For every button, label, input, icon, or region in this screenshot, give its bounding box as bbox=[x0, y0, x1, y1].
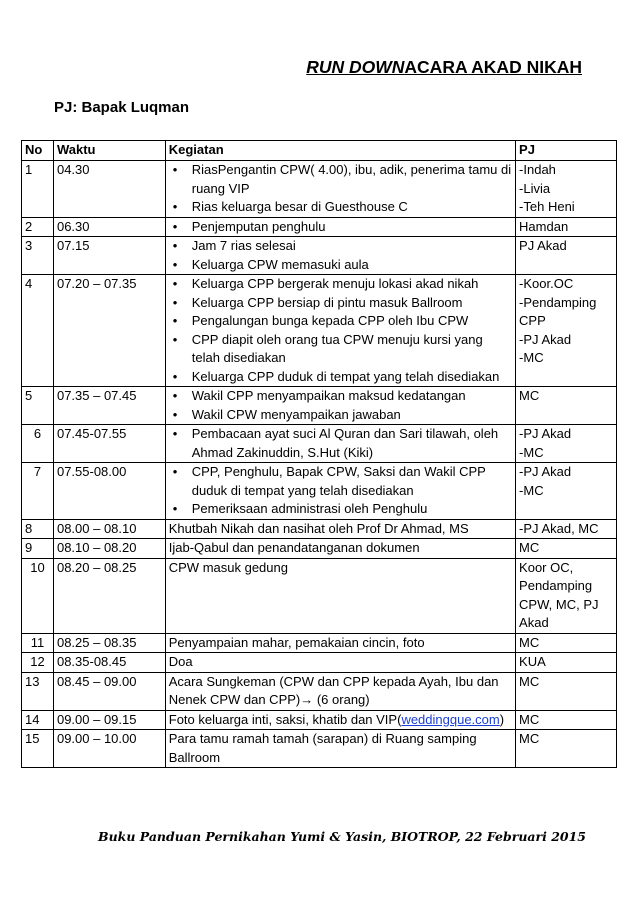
row-pj bbox=[516, 558, 617, 633]
row-number: 6 bbox=[22, 425, 54, 463]
pj-entry: MC bbox=[519, 634, 540, 650]
table-body bbox=[22, 161, 617, 768]
row-kegiatan bbox=[165, 161, 515, 218]
kegiatan-text: Penyampaian mahar, pemakaian cincin, foto bbox=[168, 634, 425, 650]
pj-entry: MC bbox=[519, 673, 540, 689]
footer-text: Buku Panduan Pernikahan Yumi & Yasin, BIOTROP, 22 Februari 2015 bbox=[98, 829, 586, 844]
kegiatan-item: • RiasPengantin CPW( 4.00), ibu, adik, penerima tamu di ruang VIP bbox=[192, 161, 512, 198]
pj-entry: -PJ Akad bbox=[519, 331, 572, 347]
row-pj bbox=[516, 672, 617, 710]
kegiatan-item: • Pemeriksaan administrasi oleh Penghulu bbox=[192, 500, 512, 519]
pj-entry: -Indah bbox=[519, 162, 556, 177]
kegiatan-item: • Pembacaan ayat suci Al Quran dan Sari tilawah, oleh Ahmad Zakinuddin, S.Hut (Kiki) bbox=[192, 425, 512, 462]
table-row bbox=[22, 519, 617, 539]
row-number: 11 bbox=[22, 633, 54, 653]
row-pj bbox=[516, 425, 617, 463]
pj-label: PJ: Bapak Luqman bbox=[54, 99, 190, 116]
row-waktu: 07.15 bbox=[53, 237, 165, 275]
row-pj bbox=[516, 275, 617, 387]
row-waktu: 09.00 – 09.15 bbox=[53, 710, 165, 730]
pj-entry: -MC bbox=[519, 350, 544, 365]
kegiatan-item: • CPP diapit oleh orang tua CPW menuju kursi yang telah disediakan bbox=[192, 331, 512, 368]
kegiatan-list bbox=[169, 425, 512, 462]
kegiatan-item: • Wakil CPW menyampaikan jawaban bbox=[192, 406, 512, 425]
pj-entry: PJ Akad bbox=[519, 238, 567, 253]
pj-entry: -Pendamping CPP bbox=[519, 294, 597, 328]
kegiatan-item: • Pengalungan bunga kepada CPP oleh Ibu CPW bbox=[192, 312, 512, 331]
table-row bbox=[22, 633, 617, 653]
kegiatan-item: • Rias keluarga besar di Guesthouse C bbox=[192, 198, 512, 217]
row-kegiatan bbox=[165, 275, 515, 387]
table-row bbox=[22, 672, 617, 710]
kegiatan-list bbox=[169, 463, 512, 519]
kegiatan-list bbox=[169, 387, 512, 424]
pj-entry: -PJ Akad, MC bbox=[519, 520, 599, 536]
header-no: No bbox=[22, 141, 54, 161]
row-number: 15 bbox=[22, 730, 54, 768]
kegiatan-text: Para tamu ramah tamah (sarapan) di Ruang samping Ballroom bbox=[168, 731, 477, 765]
pj-entry: -Livia bbox=[519, 180, 551, 196]
kegiatan-text: CPW masuk gedung bbox=[168, 559, 288, 575]
row-kegiatan bbox=[165, 672, 515, 710]
pj-entry: MC bbox=[519, 540, 540, 555]
row-waktu: 08.45 – 09.00 bbox=[53, 672, 165, 710]
row-pj bbox=[516, 539, 617, 559]
table-row bbox=[22, 463, 617, 520]
row-pj bbox=[516, 519, 617, 539]
row-waktu: 08.10 – 08.20 bbox=[53, 539, 165, 559]
table-row bbox=[22, 653, 617, 673]
pj-entry: -Teh Heni bbox=[519, 199, 575, 214]
row-kegiatan bbox=[165, 463, 515, 520]
row-number: 12 bbox=[22, 653, 54, 673]
pj-entry: -Koor.OC bbox=[519, 276, 574, 291]
kegiatan-text: Acara Sungkeman (CPW dan CPP kepada Ayah, Ibu dan Nenek CPW dan CPP)→ (6 orang) bbox=[168, 673, 499, 707]
kegiatan-item: • Jam 7 rias selesai bbox=[192, 237, 512, 256]
row-number: 4 bbox=[22, 275, 54, 387]
row-pj bbox=[516, 217, 617, 237]
kegiatan-text: Doa bbox=[168, 654, 193, 669]
pj-entry: Koor OC, Pendamping CPW, MC, PJ Akad bbox=[519, 559, 599, 630]
pj-entry: MC bbox=[519, 731, 540, 746]
table-row bbox=[22, 217, 617, 237]
kegiatan-list bbox=[169, 161, 512, 217]
table-row bbox=[22, 730, 617, 768]
table-header-row bbox=[22, 141, 617, 161]
row-kegiatan bbox=[165, 387, 515, 425]
kegiatan-item: • Keluarga CPP bersiap di pintu masuk Ballroom bbox=[192, 294, 512, 313]
row-number: 8 bbox=[22, 519, 54, 539]
pj-entry: -PJ Akad bbox=[519, 464, 572, 479]
header-kegiatan: Kegiatan bbox=[165, 141, 515, 161]
kegiatan-item: • Keluarga CPW memasuki aula bbox=[192, 256, 512, 275]
rundown-table bbox=[21, 140, 617, 768]
row-waktu: 08.20 – 08.25 bbox=[53, 558, 165, 633]
row-pj bbox=[516, 387, 617, 425]
kegiatan-item: • Keluarga CPP bergerak menuju lokasi akad nikah bbox=[192, 275, 512, 294]
row-pj bbox=[516, 710, 617, 730]
pj-entry: MC bbox=[519, 711, 540, 727]
row-kegiatan bbox=[165, 539, 515, 559]
row-number: 14 bbox=[22, 710, 54, 730]
kegiatan-text: Foto keluarga inti, saksi, khatib dan VIP( bbox=[168, 711, 402, 727]
kegiatan-item: • Penjemputan penghulu bbox=[192, 218, 512, 237]
table-row bbox=[22, 275, 617, 387]
table-row bbox=[22, 237, 617, 275]
row-kegiatan bbox=[165, 633, 515, 653]
row-waktu: 07.35 – 07.45 bbox=[53, 387, 165, 425]
row-waktu: 07.20 – 07.35 bbox=[53, 275, 165, 387]
table-row bbox=[22, 161, 617, 218]
pj-entry: -MC bbox=[519, 482, 544, 498]
row-kegiatan bbox=[165, 710, 515, 730]
row-waktu: 09.00 – 10.00 bbox=[53, 730, 165, 768]
row-number: 1 bbox=[22, 161, 54, 218]
row-waktu: 06.30 bbox=[53, 217, 165, 237]
row-waktu: 08.35-08.45 bbox=[53, 653, 165, 673]
kegiatan-list bbox=[169, 218, 512, 237]
row-number: 3 bbox=[22, 237, 54, 275]
kegiatan-text-after: ) bbox=[499, 711, 505, 727]
website-link[interactable]: weddingque.com bbox=[401, 711, 500, 727]
row-kegiatan bbox=[165, 653, 515, 673]
row-pj bbox=[516, 653, 617, 673]
pj-entry: -PJ Akad bbox=[519, 426, 572, 441]
row-number: 10 bbox=[22, 558, 54, 633]
pj-entry: Hamdan bbox=[519, 218, 569, 234]
row-pj bbox=[516, 463, 617, 520]
row-number: 2 bbox=[22, 217, 54, 237]
pj-entry: MC bbox=[519, 388, 540, 403]
pj-entry: KUA bbox=[519, 654, 546, 669]
row-number: 13 bbox=[22, 672, 54, 710]
row-waktu: 08.00 – 08.10 bbox=[53, 519, 165, 539]
kegiatan-item: • CPP, Penghulu, Bapak CPW, Saksi dan Wakil CPP duduk di tempat yang telah disediakan bbox=[192, 463, 512, 500]
row-kegiatan bbox=[165, 237, 515, 275]
kegiatan-text: Ijab-Qabul dan penandatanganan dokumen bbox=[168, 540, 420, 555]
kegiatan-item: • Wakil CPP menyampaikan maksud kedatangan bbox=[192, 387, 512, 406]
kegiatan-item: • Keluarga CPP duduk di tempat yang telah disediakan bbox=[192, 368, 512, 387]
row-kegiatan bbox=[165, 519, 515, 539]
row-pj bbox=[516, 161, 617, 218]
table-row bbox=[22, 387, 617, 425]
row-waktu: 04.30 bbox=[53, 161, 165, 218]
row-number: 7 bbox=[22, 463, 54, 520]
row-waktu: 08.25 – 08.35 bbox=[53, 633, 165, 653]
header-pj: PJ bbox=[516, 141, 617, 161]
table-row bbox=[22, 710, 617, 730]
row-pj bbox=[516, 730, 617, 768]
row-kegiatan bbox=[165, 217, 515, 237]
kegiatan-list bbox=[169, 237, 512, 274]
title-italic: RUN DOWN bbox=[306, 57, 405, 77]
row-kegiatan bbox=[165, 558, 515, 633]
kegiatan-list bbox=[169, 275, 512, 386]
row-kegiatan bbox=[165, 425, 515, 463]
kegiatan-text: Khutbah Nikah dan nasihat oleh Prof Dr Ahmad, MS bbox=[168, 520, 469, 536]
row-waktu: 07.45-07.55 bbox=[53, 425, 165, 463]
pj-entry: -MC bbox=[519, 444, 544, 460]
table-row bbox=[22, 539, 617, 559]
row-waktu: 07.55-08.00 bbox=[53, 463, 165, 520]
table-row bbox=[22, 558, 617, 633]
header-waktu: Waktu bbox=[53, 141, 165, 161]
row-number: 9 bbox=[22, 539, 54, 559]
row-kegiatan bbox=[165, 730, 515, 768]
row-number: 5 bbox=[22, 387, 54, 425]
table-row bbox=[22, 425, 617, 463]
row-pj bbox=[516, 633, 617, 653]
document-title bbox=[0, 57, 582, 78]
row-pj bbox=[516, 237, 617, 275]
title-rest: ACARA AKAD NIKAH bbox=[404, 57, 582, 77]
